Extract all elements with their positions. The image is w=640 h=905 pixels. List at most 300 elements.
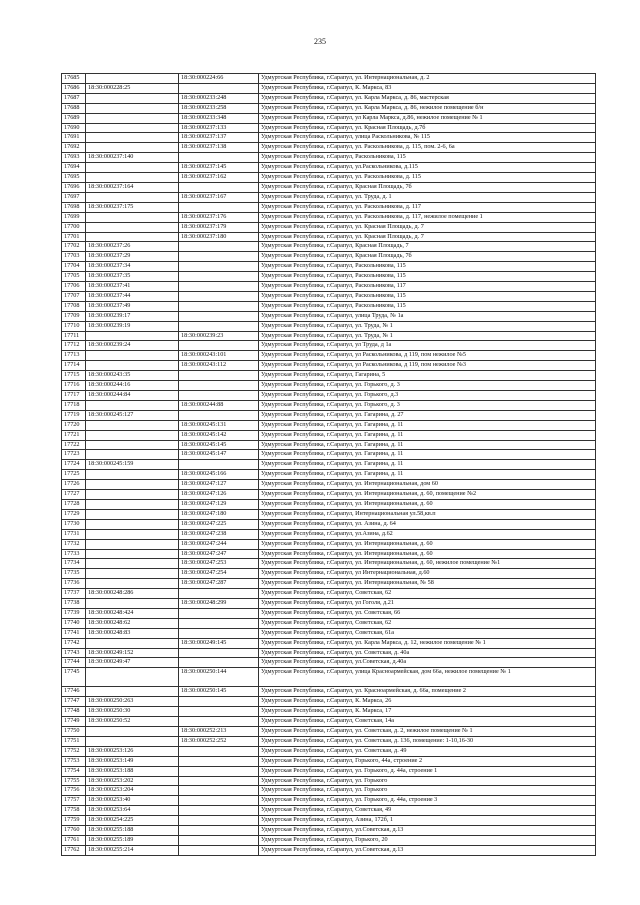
address-cell: Удмуртская Республика, г.Сарапул, ул Раскольникова, д 119, пом нежилое №3 — [259, 361, 596, 371]
table-row — [62, 311, 596, 321]
cadastral-number-cell — [86, 163, 179, 173]
table-row — [62, 717, 596, 727]
row-number-cell: 17710 — [62, 321, 86, 331]
address-cell: Удмуртская Республика, г.Сарапул, ул. Советская, д. 2, нежилое помещение № 1 — [259, 727, 596, 737]
cadastral-object-cell: 18:30:000233:348 — [179, 113, 259, 123]
address-cell: Удмуртская Республика, г.Сарапул, ул. Красноармейская, д. 66а, помещение 2 — [259, 687, 596, 697]
table-row — [62, 618, 596, 628]
table-row — [62, 103, 596, 113]
cadastral-object-cell — [179, 707, 259, 717]
address-cell: Удмуртская Республика, г.Сарапул, Раскольникова, 115 — [259, 153, 596, 163]
address-cell: Удмуртская Республика, г.Сарапул, улица Труда, № 1а — [259, 311, 596, 321]
table-row — [62, 648, 596, 658]
cadastral-object-cell — [179, 291, 259, 301]
address-cell: Удмуртская Республика, г.Сарапул, К. Маркса, 83 — [259, 83, 596, 93]
table-row — [62, 351, 596, 361]
address-cell: Удмуртская Республика, г.Сарапул, Советская, 14а — [259, 717, 596, 727]
table-row — [62, 440, 596, 450]
cadastral-number-cell: 18:30:000239:19 — [86, 321, 179, 331]
table-row — [62, 133, 596, 143]
row-number-cell: 17748 — [62, 707, 86, 717]
row-number-cell: 17701 — [62, 232, 86, 242]
table-row — [62, 579, 596, 589]
table-row — [62, 776, 596, 786]
cadastral-object-cell: 18:30:000237:180 — [179, 232, 259, 242]
table-row — [62, 509, 596, 519]
address-cell: Удмуртская Республика, г.Сарапул, ул. Карла Маркса, д. 86, нежилое помещение б/н — [259, 103, 596, 113]
table-row — [62, 93, 596, 103]
cadastral-object-cell: 18:30:000247:180 — [179, 509, 259, 519]
address-cell: Удмуртская Республика, г.Сарапул, ул. Красная Площадь, д. 7 — [259, 232, 596, 242]
cadastral-object-cell — [179, 202, 259, 212]
address-cell: Удмуртская Республика, г.Сарапул, ул Интернациональная, д.60 — [259, 569, 596, 579]
table-row — [62, 420, 596, 430]
cadastral-object-cell — [179, 796, 259, 806]
table-row — [62, 173, 596, 183]
address-cell: Удмуртская Республика, г.Сарапул, ул. Горького, д. 44а, строение 3 — [259, 796, 596, 806]
address-cell: Удмуртская Республика, г.Сарапул, ул. Гагарина, д. 11 — [259, 420, 596, 430]
address-cell: Удмуртская Республика, г.Сарапул, ул.Советская, д.13 — [259, 826, 596, 836]
table-row — [62, 222, 596, 232]
cadastral-number-cell: 18:30:000237:26 — [86, 242, 179, 252]
cadastral-object-cell — [179, 321, 259, 331]
address-cell: Удмуртская Республика, г.Сарапул, улица Красноармейская, дом 66а, нежилое помещение № 1 — [259, 668, 596, 687]
cadastral-object-cell — [179, 282, 259, 292]
cadastral-number-cell — [86, 480, 179, 490]
cadastral-number-cell — [86, 222, 179, 232]
address-cell: Удмуртская Республика, г.Сарапул, ул. Гагарина, д. 27 — [259, 410, 596, 420]
row-number-cell: 17697 — [62, 192, 86, 202]
address-cell: Удмуртская Республика, г.Сарапул, ул. Раскольникова, д. 117 — [259, 202, 596, 212]
cadastral-number-cell — [86, 569, 179, 579]
address-cell: Удмуртская Республика, г.Сарапул, ул Гоголя, д.21 — [259, 599, 596, 609]
row-number-cell: 17737 — [62, 589, 86, 599]
address-cell: Удмуртская Республика, г.Сарапул, ул. Красная Площадь, д. 7 — [259, 222, 596, 232]
cadastral-object-cell — [179, 717, 259, 727]
row-number-cell: 17759 — [62, 816, 86, 826]
address-cell: Удмуртская Республика, г.Сарапул, ул. Горького, д. 3 — [259, 400, 596, 410]
row-number-cell: 17696 — [62, 182, 86, 192]
cadastral-number-cell — [86, 212, 179, 222]
cadastral-number-cell — [86, 529, 179, 539]
row-number-cell: 17750 — [62, 727, 86, 737]
row-number-cell: 17707 — [62, 291, 86, 301]
cadastral-object-cell: 18:30:000247:247 — [179, 549, 259, 559]
cadastral-number-cell: 18:30:000237:35 — [86, 272, 179, 282]
cadastral-number-cell: 18:30:000248:83 — [86, 628, 179, 638]
cadastral-number-cell: 18:30:000253:64 — [86, 806, 179, 816]
cadastral-object-cell — [179, 746, 259, 756]
row-number-cell: 17708 — [62, 301, 86, 311]
address-cell: Удмуртская Республика, г.Сарапул, Горького, 20 — [259, 835, 596, 845]
row-number-cell: 17755 — [62, 776, 86, 786]
row-number-cell: 17722 — [62, 440, 86, 450]
table-row — [62, 331, 596, 341]
cadastral-number-cell: 18:30:000253:149 — [86, 756, 179, 766]
cadastral-object-cell: 18:30:000247:238 — [179, 529, 259, 539]
cadastral-object-cell: 18:30:000245:147 — [179, 450, 259, 460]
table-row — [62, 806, 596, 816]
address-cell: Удмуртская Республика, г.Сарапул, ул. Гагарина, д. 11 — [259, 450, 596, 460]
cadastral-object-cell — [179, 262, 259, 272]
table-row — [62, 381, 596, 391]
cadastral-object-cell — [179, 648, 259, 658]
address-cell: Удмуртская Республика, г.Сарапул, Красная Площадь, 7б — [259, 182, 596, 192]
row-number-cell: 17734 — [62, 559, 86, 569]
table-row — [62, 559, 596, 569]
cadastral-object-cell: 18:30:000237:167 — [179, 192, 259, 202]
address-cell: Удмуртская Республика, г.Сарапул, ул. Горького, д. 44а, строение 1 — [259, 766, 596, 776]
cadastral-number-cell — [86, 519, 179, 529]
table-row — [62, 687, 596, 697]
row-number-cell: 17689 — [62, 113, 86, 123]
table-row — [62, 341, 596, 351]
row-number-cell: 17693 — [62, 153, 86, 163]
row-number-cell: 17725 — [62, 470, 86, 480]
cadastral-object-cell — [179, 845, 259, 855]
cadastral-number-cell: 18:30:000249:47 — [86, 658, 179, 668]
address-cell: Удмуртская Республика, г.Сарапул, ул. Труда, д. 1 — [259, 192, 596, 202]
cadastral-object-cell: 18:30:000237:133 — [179, 123, 259, 133]
address-cell: Удмуртская Республика, г.Сарапул, ул. Горького, д. 3 — [259, 381, 596, 391]
address-cell: Удмуртская Республика, г.Сарапул, Красная Площадь, 7 — [259, 242, 596, 252]
address-cell: Удмуртская Республика, г.Сарапул, ул. Советская, д. 136, помещение: 1-10,16-30 — [259, 736, 596, 746]
cadastral-object-cell: 18:30:000248:299 — [179, 599, 259, 609]
cadastral-number-cell: 18:30:000253:126 — [86, 746, 179, 756]
table-row — [62, 74, 596, 84]
cadastral-object-cell — [179, 589, 259, 599]
address-cell: Удмуртская Республика, г.Сарапул, ул Раскольникова, д 119, пом нежилое №5 — [259, 351, 596, 361]
cadastral-number-cell — [86, 400, 179, 410]
cadastral-number-cell: 18:30:000250:30 — [86, 707, 179, 717]
cadastral-object-cell — [179, 460, 259, 470]
address-cell: Удмуртская Республика, г.Сарапул, ул. Горького, д.3 — [259, 391, 596, 401]
table-row — [62, 291, 596, 301]
table-row — [62, 658, 596, 668]
table-row — [62, 163, 596, 173]
cadastral-object-cell: 18:30:000250:145 — [179, 687, 259, 697]
cadastral-number-cell — [86, 133, 179, 143]
address-cell: Удмуртская Республика, г.Сарапул, ул. Труда, № 1 — [259, 321, 596, 331]
table-row — [62, 460, 596, 470]
address-cell: Удмуртская Республика, г.Сарапул, Советская, 62 — [259, 589, 596, 599]
address-cell: Удмуртская Республика, г.Сарапул, ул. Карла Маркса, д. 12, нежилое помещение № 1 — [259, 638, 596, 648]
cadastral-number-cell: 18:30:000248:62 — [86, 618, 179, 628]
row-number-cell: 17731 — [62, 529, 86, 539]
cadastral-object-cell: 18:30:000247:253 — [179, 559, 259, 569]
cadastral-number-cell: 18:30:000228:25 — [86, 83, 179, 93]
cadastral-number-cell: 18:30:000249:152 — [86, 648, 179, 658]
table-row — [62, 569, 596, 579]
row-number-cell: 17685 — [62, 74, 86, 84]
cadastral-object-cell — [179, 153, 259, 163]
cadastral-object-cell: 18:30:000247:244 — [179, 539, 259, 549]
address-cell: Удмуртская Республика, г.Сарапул, ул. Советская, 66 — [259, 608, 596, 618]
table-row — [62, 490, 596, 500]
cadastral-object-cell: 18:30:000249:145 — [179, 638, 259, 648]
cadastral-number-cell: 18:30:000245:127 — [86, 410, 179, 420]
row-number-cell: 17718 — [62, 400, 86, 410]
address-cell: Удмуртская Республика, г.Сарапул, ул. Интернациональная, дом 60 — [259, 480, 596, 490]
cadastral-object-cell: 18:30:000250:144 — [179, 668, 259, 687]
cadastral-number-cell: 18:30:000237:29 — [86, 252, 179, 262]
row-number-cell: 17745 — [62, 668, 86, 687]
table-row — [62, 371, 596, 381]
row-number-cell: 17728 — [62, 499, 86, 509]
table-row — [62, 668, 596, 687]
cadastral-object-cell — [179, 242, 259, 252]
table-row — [62, 499, 596, 509]
cadastral-object-cell: 18:30:000245:131 — [179, 420, 259, 430]
cadastral-number-cell: 18:30:000244:16 — [86, 381, 179, 391]
cadastral-number-cell: 18:30:000237:34 — [86, 262, 179, 272]
cadastral-object-cell: 18:30:000247:129 — [179, 499, 259, 509]
address-cell: Удмуртская Республика, г.Сарапул, Раскольникова, 115 — [259, 272, 596, 282]
row-number-cell: 17695 — [62, 173, 86, 183]
address-cell: Удмуртская Республика, г.Сарапул, ул.Раскольникова, д.115 — [259, 163, 596, 173]
cadastral-number-cell: 18:30:000250:263 — [86, 697, 179, 707]
address-cell: Удмуртская Республика, г.Сарапул, ул.Азина, д.62 — [259, 529, 596, 539]
cadastral-object-cell: 18:30:000243:112 — [179, 361, 259, 371]
cadastral-object-cell: 18:30:000247:254 — [179, 569, 259, 579]
address-cell: Удмуртская Республика, г.Сарапул, ул. Раскольникова, д. 115 — [259, 173, 596, 183]
row-number-cell: 17714 — [62, 361, 86, 371]
cadastral-number-cell: 18:30:000253:204 — [86, 786, 179, 796]
row-number-cell: 17751 — [62, 736, 86, 746]
table-row — [62, 707, 596, 717]
row-number-cell: 17739 — [62, 608, 86, 618]
table-row — [62, 816, 596, 826]
table-row — [62, 470, 596, 480]
cadastral-number-cell — [86, 192, 179, 202]
row-number-cell: 17709 — [62, 311, 86, 321]
row-number-cell: 17717 — [62, 391, 86, 401]
table-row — [62, 766, 596, 776]
registry-table — [61, 73, 596, 856]
cadastral-number-cell: 18:30:000239:17 — [86, 311, 179, 321]
cadastral-object-cell — [179, 608, 259, 618]
cadastral-object-cell: 18:30:000237:176 — [179, 212, 259, 222]
cadastral-number-cell — [86, 736, 179, 746]
row-number-cell: 17719 — [62, 410, 86, 420]
cadastral-number-cell: 18:30:000253:188 — [86, 766, 179, 776]
row-number-cell: 17754 — [62, 766, 86, 776]
cadastral-number-cell: 18:30:000248:424 — [86, 608, 179, 618]
row-number-cell: 17711 — [62, 331, 86, 341]
cadastral-number-cell — [86, 549, 179, 559]
cadastral-number-cell: 18:30:000237:41 — [86, 282, 179, 292]
row-number-cell: 17761 — [62, 835, 86, 845]
cadastral-number-cell — [86, 430, 179, 440]
row-number-cell: 17753 — [62, 756, 86, 766]
row-number-cell: 17703 — [62, 252, 86, 262]
cadastral-object-cell: 18:30:000237:138 — [179, 143, 259, 153]
cadastral-object-cell: 18:30:000237:162 — [179, 173, 259, 183]
table-row — [62, 746, 596, 756]
row-number-cell: 17706 — [62, 282, 86, 292]
row-number-cell: 17735 — [62, 569, 86, 579]
cadastral-number-cell: 18:30:000237:49 — [86, 301, 179, 311]
cadastral-object-cell: 18:30:000237:179 — [179, 222, 259, 232]
address-cell: Удмуртская Республика, г.Сарапул, Советская, 62 — [259, 618, 596, 628]
table-row — [62, 608, 596, 618]
row-number-cell: 17757 — [62, 796, 86, 806]
address-cell: Удмуртская Республика, г.Сарапул, Раскольникова, 117 — [259, 282, 596, 292]
cadastral-number-cell — [86, 420, 179, 430]
address-cell: Удмуртская Республика, г.Сарапул, ул. Гагарина, д. 11 — [259, 470, 596, 480]
cadastral-object-cell — [179, 618, 259, 628]
cadastral-number-cell: 18:30:000237:164 — [86, 182, 179, 192]
table-row — [62, 430, 596, 440]
table-row — [62, 796, 596, 806]
address-cell: Удмуртская Республика, г.Сарапул, К. Маркса, 26 — [259, 697, 596, 707]
row-number-cell: 17736 — [62, 579, 86, 589]
row-number-cell: 17694 — [62, 163, 86, 173]
cadastral-number-cell — [86, 727, 179, 737]
cadastral-number-cell: 18:30:000244:84 — [86, 391, 179, 401]
row-number-cell: 17721 — [62, 430, 86, 440]
address-cell: Удмуртская Республика, г.Сарапул, ул.Советская, д.13 — [259, 845, 596, 855]
row-number-cell: 17712 — [62, 341, 86, 351]
table-row — [62, 845, 596, 855]
address-cell: Удмуртская Республика, г.Сарапул, ул. Гагарина, д. 11 — [259, 440, 596, 450]
row-number-cell: 17716 — [62, 381, 86, 391]
table-row — [62, 123, 596, 133]
cadastral-object-cell — [179, 252, 259, 262]
cadastral-number-cell: 18:30:000237:140 — [86, 153, 179, 163]
address-cell: Удмуртская Республика, г.Сарапул, ул. Карла Маркса, д. 86, мастерская — [259, 93, 596, 103]
table-row — [62, 549, 596, 559]
cadastral-object-cell — [179, 272, 259, 282]
address-cell: Удмуртская Республика, г.Сарапул, ул. Интернациональная, д. 60, нежилое помещение №1 — [259, 559, 596, 569]
cadastral-object-cell — [179, 341, 259, 351]
address-cell: Удмуртская Республика, г.Сарапул, ул. Интернациональная, д. 2 — [259, 74, 596, 84]
page-number: 235 — [314, 37, 326, 46]
row-number-cell: 17730 — [62, 519, 86, 529]
address-cell: Удмуртская Республика, г.Сарапул, ул. Горького — [259, 776, 596, 786]
table-row — [62, 539, 596, 549]
address-cell: Удмуртская Республика, г.Сарапул, ул. Советская, д. 40а — [259, 648, 596, 658]
row-number-cell: 17743 — [62, 648, 86, 658]
cadastral-number-cell: 18:30:000248:286 — [86, 589, 179, 599]
cadastral-number-cell — [86, 440, 179, 450]
cadastral-number-cell — [86, 123, 179, 133]
cadastral-number-cell: 18:30:000254:225 — [86, 816, 179, 826]
cadastral-object-cell — [179, 410, 259, 420]
row-number-cell: 17705 — [62, 272, 86, 282]
address-cell: Удмуртская Республика, г.Сарапул, Советская, 61а — [259, 628, 596, 638]
table-row — [62, 262, 596, 272]
table-row — [62, 835, 596, 845]
table-row — [62, 202, 596, 212]
address-cell: Удмуртская Республика, г.Сарапул, Горького, 44а, строение 2 — [259, 756, 596, 766]
cadastral-number-cell — [86, 490, 179, 500]
cadastral-number-cell — [86, 361, 179, 371]
address-cell: Удмуртская Республика, г.Сарапул, ул. Интернациональная, д. 60 — [259, 499, 596, 509]
address-cell: Удмуртская Республика, г.Сарапул, ул.Советская, д.40а — [259, 658, 596, 668]
row-number-cell: 17715 — [62, 371, 86, 381]
address-cell: Удмуртская Республика, г.Сарапул, ул. Горького — [259, 786, 596, 796]
cadastral-object-cell — [179, 658, 259, 668]
table-row — [62, 282, 596, 292]
cadastral-number-cell — [86, 559, 179, 569]
cadastral-object-cell — [179, 697, 259, 707]
cadastral-number-cell — [86, 143, 179, 153]
cadastral-number-cell — [86, 93, 179, 103]
address-cell: Удмуртская Республика, г.Сарапул, ул. Труда, № 1 — [259, 331, 596, 341]
cadastral-number-cell: 18:30:000250:52 — [86, 717, 179, 727]
row-number-cell: 17688 — [62, 103, 86, 113]
cadastral-object-cell — [179, 826, 259, 836]
cadastral-number-cell — [86, 599, 179, 609]
table-row — [62, 242, 596, 252]
table-row — [62, 736, 596, 746]
cadastral-object-cell: 18:30:000245:145 — [179, 440, 259, 450]
cadastral-number-cell: 18:30:000237:44 — [86, 291, 179, 301]
cadastral-number-cell: 18:30:000255:188 — [86, 826, 179, 836]
cadastral-object-cell: 18:30:000252:213 — [179, 727, 259, 737]
cadastral-object-cell: 18:30:000237:137 — [179, 133, 259, 143]
address-cell: Удмуртская Республика, г.Сарапул, ул. Красная Площадь, д.7б — [259, 123, 596, 133]
table-row — [62, 321, 596, 331]
cadastral-object-cell — [179, 371, 259, 381]
address-cell: Удмуртская Республика, г.Сарапул, Гагарина, 5 — [259, 371, 596, 381]
cadastral-number-cell — [86, 450, 179, 460]
cadastral-number-cell — [86, 470, 179, 480]
table-row — [62, 599, 596, 609]
address-cell: Удмуртская Республика, г.Сарапул, ул. Интернациональная, № 58 — [259, 579, 596, 589]
cadastral-object-cell — [179, 835, 259, 845]
row-number-cell: 17742 — [62, 638, 86, 648]
row-number-cell: 17744 — [62, 658, 86, 668]
table-row — [62, 153, 596, 163]
row-number-cell: 17740 — [62, 618, 86, 628]
cadastral-object-cell: 18:30:000247:127 — [179, 480, 259, 490]
table-row — [62, 529, 596, 539]
row-number-cell: 17700 — [62, 222, 86, 232]
address-cell: Удмуртская Республика, г.Сарапул, Красная Площадь, 7б — [259, 252, 596, 262]
row-number-cell: 17687 — [62, 93, 86, 103]
row-number-cell: 17690 — [62, 123, 86, 133]
cadastral-number-cell — [86, 509, 179, 519]
cadastral-object-cell: 18:30:000244:88 — [179, 400, 259, 410]
table-row — [62, 410, 596, 420]
row-number-cell: 17729 — [62, 509, 86, 519]
row-number-cell: 17752 — [62, 746, 86, 756]
table-row — [62, 727, 596, 737]
cadastral-number-cell: 18:30:000239:24 — [86, 341, 179, 351]
table-row — [62, 272, 596, 282]
row-number-cell: 17746 — [62, 687, 86, 697]
cadastral-object-cell — [179, 391, 259, 401]
cadastral-number-cell: 18:30:000255:189 — [86, 835, 179, 845]
cadastral-number-cell — [86, 687, 179, 697]
row-number-cell: 17713 — [62, 351, 86, 361]
table-row — [62, 301, 596, 311]
cadastral-object-cell: 18:30:000245:166 — [179, 470, 259, 480]
address-cell: Удмуртская Республика, г.Сарапул, Раскольникова, 115 — [259, 301, 596, 311]
cadastral-object-cell — [179, 756, 259, 766]
row-number-cell: 17733 — [62, 549, 86, 559]
table-row — [62, 83, 596, 93]
cadastral-object-cell: 18:30:000233:248 — [179, 93, 259, 103]
cadastral-object-cell — [179, 381, 259, 391]
table-row — [62, 697, 596, 707]
row-number-cell: 17692 — [62, 143, 86, 153]
row-number-cell: 17723 — [62, 450, 86, 460]
row-number-cell: 17691 — [62, 133, 86, 143]
cadastral-object-cell: 18:30:000224:66 — [179, 74, 259, 84]
